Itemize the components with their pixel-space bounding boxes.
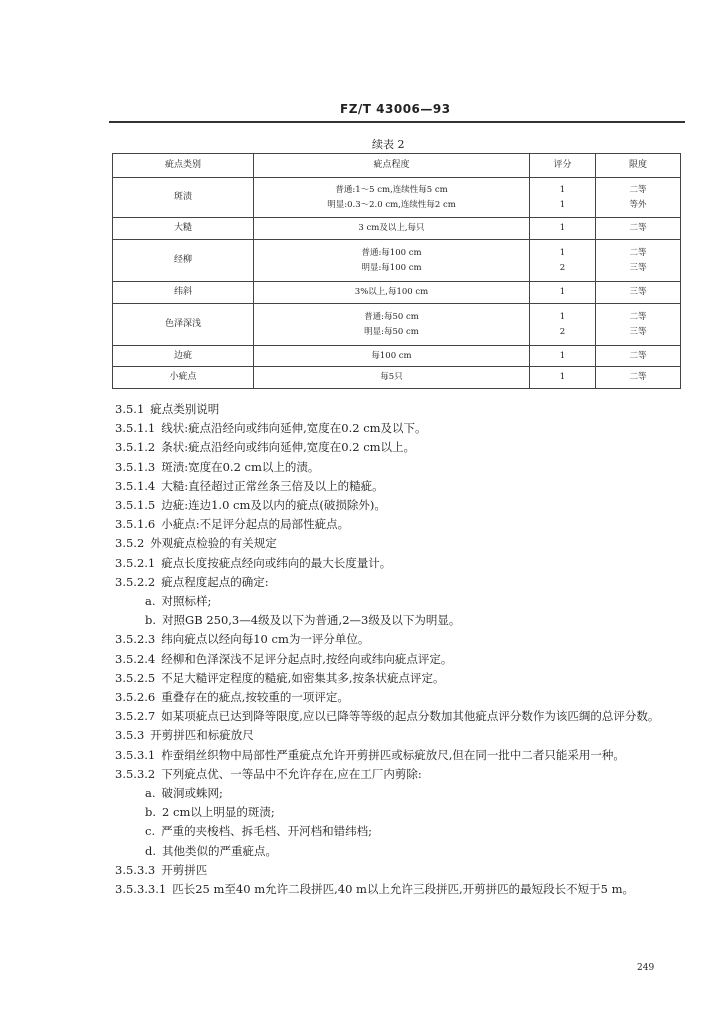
column-header: 限度	[596, 154, 681, 178]
column-header: 疵点程度	[254, 154, 530, 178]
score-value: 1	[559, 247, 566, 258]
score-value: 1	[559, 311, 566, 322]
clause-body: 边疵:连边1.0 cm及以内的疵点(破损除外)。	[161, 498, 386, 513]
clause-body: 疵点类别说明	[150, 402, 220, 416]
clause-body: 小疵点:不足评分起点的局部性疵点。	[161, 517, 350, 532]
score-value: 1	[559, 287, 566, 297]
list-item	[115, 592, 685, 611]
score-value: 2	[559, 326, 566, 337]
defect-score	[530, 304, 596, 346]
defect-score	[530, 346, 596, 367]
clause-paragraph	[115, 496, 685, 515]
list-item	[115, 842, 685, 861]
clause-body: 疵点长度按疵点经向或纬向的最大长度量计。	[161, 555, 392, 570]
clause-paragraph	[115, 746, 685, 765]
defect-degree	[254, 178, 530, 218]
clause-body: 疵点程度起点的确定:	[161, 574, 269, 589]
score-value: 1	[559, 184, 566, 195]
column-header: 疵点类别	[113, 154, 254, 178]
defect-degree	[254, 282, 530, 304]
clause-number: 3.5.2.3	[115, 632, 156, 647]
clause-paragraph	[115, 400, 685, 419]
defect-limit	[596, 367, 681, 389]
clause-paragraph	[115, 880, 685, 899]
clause-body: 斑渍:宽度在0.2 cm以上的渍。	[161, 459, 320, 474]
clause-number: 3.5.1	[115, 402, 145, 416]
score-value: 1	[559, 223, 566, 233]
clause-text	[115, 400, 685, 899]
list-marker: a.	[145, 786, 156, 801]
clause-body: 纬向疵点以经向每10 cm为一评分单位。	[161, 632, 370, 647]
defect-limit	[596, 282, 681, 304]
degree-line: 明显:0.3～2.0 cm,连续性每2 cm	[327, 199, 456, 210]
table-row	[113, 304, 681, 346]
clause-number: 3.5.3.1	[115, 747, 156, 762]
clause-paragraph	[115, 554, 685, 573]
clause-paragraph	[115, 861, 685, 880]
clause-number: 3.5.2.1	[115, 555, 156, 570]
clause-paragraph	[115, 688, 685, 707]
defect-degree	[254, 304, 530, 346]
defect-limit	[596, 304, 681, 346]
column-header: 评分	[530, 154, 596, 178]
list-marker: b.	[145, 805, 157, 820]
clause-paragraph	[115, 650, 685, 669]
clause-paragraph	[115, 726, 685, 745]
list-item-text: 破洞或蛛网;	[161, 786, 223, 801]
limit-value: 三等	[629, 326, 647, 337]
degree-line: 3%以上,每100 cm	[354, 287, 429, 297]
clause-number: 3.5.2.6	[115, 690, 156, 705]
defect-category: 斑渍	[113, 178, 254, 218]
defect-score	[530, 240, 596, 282]
clause-body: 如某项疵点已达到降等限度,应以已降等等级的起点分数加其他疵点评分数作为该匹绸的总评分数。	[161, 709, 660, 724]
limit-value: 二等	[629, 184, 647, 195]
list-item	[115, 611, 685, 630]
list-item	[115, 784, 685, 803]
degree-line: 每5只	[380, 372, 403, 382]
list-item-text: 对照GB 250,3—4级及以下为普通,2—3级及以下为明显。	[162, 613, 461, 628]
clause-body: 开剪拼匹	[161, 862, 208, 877]
clause-paragraph	[115, 707, 685, 726]
clause-paragraph	[115, 630, 685, 649]
clause-number: 3.5.1.6	[115, 517, 156, 532]
score-value: 2	[559, 262, 566, 273]
defect-category: 小疵点	[113, 367, 254, 389]
score-value: 1	[559, 372, 566, 382]
standard-code-header: FZ/T 43006—93	[340, 102, 451, 116]
list-marker: c.	[145, 824, 156, 839]
clause-paragraph	[115, 438, 685, 457]
clause-number: 3.5.2.2	[115, 574, 156, 589]
degree-line: 每100 cm	[371, 350, 412, 361]
header-rule	[109, 121, 685, 123]
list-item-text: 其他类似的严重疵点。	[162, 843, 278, 858]
defect-limit	[596, 346, 681, 367]
clause-number: 3.5.3	[115, 728, 145, 743]
clause-paragraph	[115, 477, 685, 496]
clause-number: 3.5.1.1	[115, 421, 156, 436]
table-row	[113, 282, 681, 304]
list-item	[115, 822, 685, 841]
list-marker: d.	[145, 843, 157, 858]
table-row	[113, 178, 681, 218]
degree-line: 明显:每100 cm	[361, 262, 422, 273]
defect-category: 色泽深浅	[113, 304, 254, 346]
page-number: 249	[637, 963, 655, 973]
clause-number: 3.5.1.5	[115, 498, 156, 513]
defect-degree	[254, 346, 530, 367]
list-marker: a.	[145, 594, 156, 609]
clause-body: 开剪拼匹和标疵放尺	[150, 728, 254, 743]
clause-body: 匹长25 m至40 m允许二段拼匹,40 m以上允许三段拼匹,开剪拼匹的最短段长不短于5 m。	[172, 882, 634, 897]
score-value: 1	[559, 199, 566, 210]
clause-body: 条状:疵点沿经向或纬向延伸,宽度在0.2 cm以上。	[161, 440, 416, 455]
clause-number: 3.5.2.4	[115, 651, 156, 666]
limit-value: 二等	[629, 311, 647, 322]
limit-value: 等外	[629, 199, 647, 210]
clause-body: 外观疵点检验的有关规定	[150, 536, 277, 551]
clause-number: 3.5.2.5	[115, 670, 156, 685]
limit-value: 二等	[629, 223, 647, 233]
defect-score	[530, 218, 596, 240]
limit-value: 二等	[629, 350, 647, 361]
degree-line: 3 cm及以上,每只	[358, 223, 425, 233]
degree-line: 普通:1～5 cm,连续性每5 cm	[335, 184, 448, 195]
clause-number: 3.5.2.7	[115, 709, 156, 724]
defect-scoring-table	[112, 153, 681, 389]
score-value: 1	[559, 350, 566, 361]
defect-degree	[254, 240, 530, 282]
list-marker: b.	[145, 613, 157, 628]
clause-paragraph	[115, 573, 685, 592]
defect-degree	[254, 367, 530, 389]
table-row	[113, 367, 681, 389]
table-row	[113, 218, 681, 240]
limit-value: 二等	[629, 372, 647, 382]
clause-number: 3.5.1.3	[115, 459, 156, 474]
clause-body: 柞蚕绢丝织物中局部性严重疵点允许开剪拼匹或标疵放尺,但在同一批中二者只能采用一种。	[161, 747, 625, 762]
list-item	[115, 803, 685, 822]
defect-category: 边疵	[113, 346, 254, 367]
clause-paragraph	[115, 669, 685, 688]
defect-limit	[596, 240, 681, 282]
defect-score	[530, 367, 596, 389]
degree-line: 明显:每50 cm	[364, 326, 419, 337]
clause-paragraph	[115, 515, 685, 534]
clause-body: 经柳和色泽深浅不足评分起点时,按经向或纬向疵点评定。	[161, 651, 453, 666]
table-row	[113, 346, 681, 367]
degree-line: 普通:每100 cm	[361, 247, 422, 258]
limit-value: 三等	[629, 287, 647, 297]
clause-number: 3.5.3.3.1	[115, 882, 167, 897]
clause-body: 不足大糙评定程度的糙疵,如密集其多,按条状疵点评定。	[161, 670, 445, 685]
table-header-row	[113, 154, 681, 178]
clause-number: 3.5.2	[115, 536, 145, 551]
table-caption: 续表 2	[372, 138, 405, 151]
list-item-text: 严重的夹梭档、拆毛档、开河档和错纬档;	[161, 824, 372, 839]
clause-paragraph	[115, 765, 685, 784]
clause-paragraph	[115, 419, 685, 438]
clause-body: 大糙:直径超过正常丝条三倍及以上的糙疵。	[161, 478, 384, 493]
defect-limit	[596, 178, 681, 218]
clause-body: 线状:疵点沿经向或纬向延伸,宽度在0.2 cm及以下。	[161, 421, 427, 436]
defect-limit	[596, 218, 681, 240]
degree-line: 普通:每50 cm	[364, 311, 419, 322]
table-row	[113, 240, 681, 282]
defect-category: 大糙	[113, 218, 254, 240]
clause-number: 3.5.1.2	[115, 440, 156, 455]
limit-value: 三等	[629, 262, 647, 273]
defect-score	[530, 282, 596, 304]
clause-number: 3.5.3.3	[115, 862, 156, 877]
clause-paragraph	[115, 534, 685, 553]
clause-body: 重叠存在的疵点,按较重的一项评定。	[161, 690, 349, 705]
list-item-text: 对照标样;	[161, 594, 212, 609]
clause-body: 下列疵点优、一等品中不允许存在,应在工厂内剪除:	[161, 766, 422, 781]
defect-score	[530, 178, 596, 218]
defect-category: 纬斜	[113, 282, 254, 304]
defect-category: 经柳	[113, 240, 254, 282]
clause-number: 3.5.3.2	[115, 766, 156, 781]
list-item-text: 2 cm以上明显的斑渍;	[162, 805, 275, 820]
limit-value: 二等	[629, 247, 647, 258]
defect-degree	[254, 218, 530, 240]
clause-paragraph	[115, 458, 685, 477]
clause-number: 3.5.1.4	[115, 478, 156, 493]
